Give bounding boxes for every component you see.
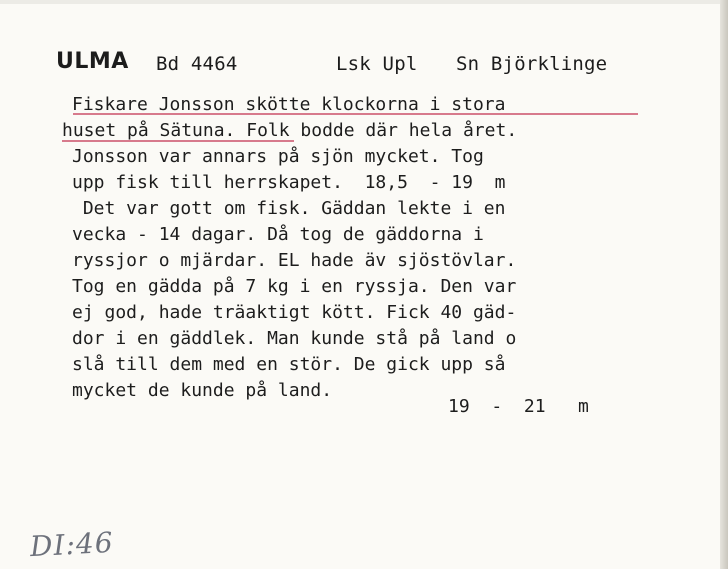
- text-line: huset på Sätuna. Folk bodde där hela året.: [62, 120, 518, 141]
- text-line: Tog en gädda på 7 kg i en ryssja. Den var: [72, 276, 517, 297]
- text-line: Det var gott om fisk. Gäddan lekte i en: [72, 198, 506, 219]
- record-body: [62, 92, 662, 404]
- text-line: ryssjor o mjärdar. EL hade äv sjöstövlar.: [72, 250, 517, 271]
- text-line: vecka - 14 dagar. Då tog de gäddorna i: [72, 224, 484, 245]
- parish-label: Sn Björklinge: [456, 53, 608, 75]
- text-line: Fiskare Jonsson skötte klockorna i stora: [72, 94, 506, 115]
- volume-number: Bd 4464: [156, 53, 238, 75]
- text-line: ej god, hade träaktigt kött. Fick 40 gäd-: [72, 302, 517, 323]
- text-line: mycket de kunde på land.: [72, 380, 333, 401]
- page-reference: 19 - 21 m: [448, 396, 589, 417]
- province-label: Lsk Upl: [336, 53, 418, 75]
- text-line: upp fisk till herrskapet. 18,5 - 19 m: [72, 172, 506, 193]
- card-header: [56, 48, 676, 82]
- archive-code: ULMA: [56, 49, 129, 74]
- text-line: Jonsson var annars på sjön mycket. Tog: [72, 146, 484, 167]
- text-line: dor i en gäddlek. Man kunde stå på land o: [72, 328, 517, 349]
- handwritten-note: DI:46: [29, 525, 115, 564]
- card-right-edge: [720, 0, 728, 569]
- card-top-edge: [0, 0, 728, 4]
- text-line: slå till dem med en stör. De gick upp så: [72, 354, 506, 375]
